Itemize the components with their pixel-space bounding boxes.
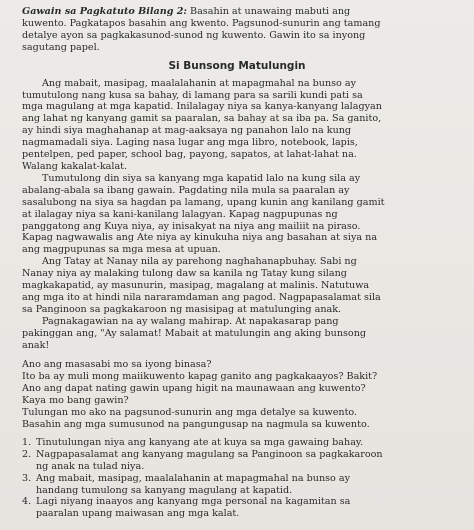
story-paragraph: Ang Tatay at Nanay nila ay parehong naghahanapbuhay. Sabi ng Nanay niya ay malaking tulong daw sa kanila ng Tatay kung silang magkakapatid, ay masunurin, masipag, magalang at malinis. Natutuwa ang mga ito at hindi nila nararamdaman ang pagod. Nagpapasalamat sila sa Panginoon sa pagkakaroon ng masisipag at matulunging anak. (22, 256, 381, 315)
item-text: Tinutulungan niya ang kanyang ate at kuya sa mga gawaing bahay. (36, 436, 364, 448)
list-item (22, 473, 452, 497)
guide-questions: Ano ang masasabi mo sa iyong binasa? Ito ba ay muli mong maiikuwento kapag ganito ang pagkakaayos? Bakit? Ano ang dapat nating gawin upang higit na maunawaan ang kuwento? Kaya mo bang gawin? Tulungan mo ako na pagsunod-sunurin ang mga detalye sa kuwento. Basahin ang mga sumusunod na pangungusap na nagmula sa kuwento. (22, 359, 378, 430)
story-title: Si Bunsong Matulungin (168, 59, 306, 72)
item-text: Lagi niyang inaayos ang kanyang mga personal na kagamitan sa paaralan upang maiwasan ang mga kalat. (36, 496, 351, 520)
item-number: 2. (22, 448, 32, 460)
item-number: 1. (22, 436, 32, 448)
instructions (22, 6, 452, 54)
story-body (22, 78, 452, 352)
story-paragraph: Ang mabait, masipag, maalalahanin at mapagmahal na bunso ay tumutulong nang kusa sa bahay, di lamang para sa sarili kundi pati sa mga magulang at mga kapatid. Inilalagay niya sa kanya-kanyang lalagyan ang lahat ng kanyang gamit sa paaralan, sa bahay at sa iba pa. Sa ganito, ay hindi siya maghahanap at mag-aaksaya ng panahon lalo na kung nagmamadali siya. Laging nasa lugar ang mga libro, notebook, lapis, pentelpen, ped paper, school bag, payong, sapatos, at lahat-lahat na. Walang kakalat-kalat. (22, 77, 382, 172)
instructions-text: Basahin at unawaing mabuti ang kuwento. Pagkatapos basahin ang kwento. Pagsunod-sunurin ang tamang detalye ayon sa pagkakasunod-sunod ng kuwento. Gawin ito sa inyong sagutang papel. (22, 6, 381, 53)
list-item (22, 437, 452, 449)
item-text: Ang mabait, masipag, maalalahanin at mapagmahal na bunso ay handang tumulong sa kanyang magulang at kapatid. (36, 472, 351, 496)
story-paragraph: Pagnakagawian na ay walang mahirap. At napakasarap pang pakinggan ang, "Ay salamat! Mabait at matulungin ang aking bunsong anak! (22, 315, 367, 351)
sentence-list (22, 437, 452, 520)
item-number: 3. (22, 472, 32, 484)
activity-label: Gawain sa Pagkatuto Bilang 2: (22, 6, 187, 17)
item-text: Nagpapasalamat ang kanyang magulang sa Panginoon sa pagkakaroon ng anak na tulad niya. (36, 448, 383, 472)
list-item (22, 449, 452, 473)
item-number: 4. (22, 496, 32, 508)
list-item (22, 496, 452, 520)
story-paragraph: Tumutulong din siya sa kanyang mga kapatid lalo na kung sila ay abalang-abala sa ibang gawain. Pagdating nila mula sa paaralan ay sasalubong na siya sa hagdan pa lamang, upang kunin ang kanilang gamit at ilalagay niya sa kani-kanilang lalagyan. Kapag nagpupunas ng panggatong ang Kuya niya, ay inisakyat na niya ang mailiit na piraso. Kapag nagwawalis ang Ate niya ay kinukuha niya ang basahan at siya na ang magpupunas sa mga mesa at upuan. (22, 172, 385, 256)
